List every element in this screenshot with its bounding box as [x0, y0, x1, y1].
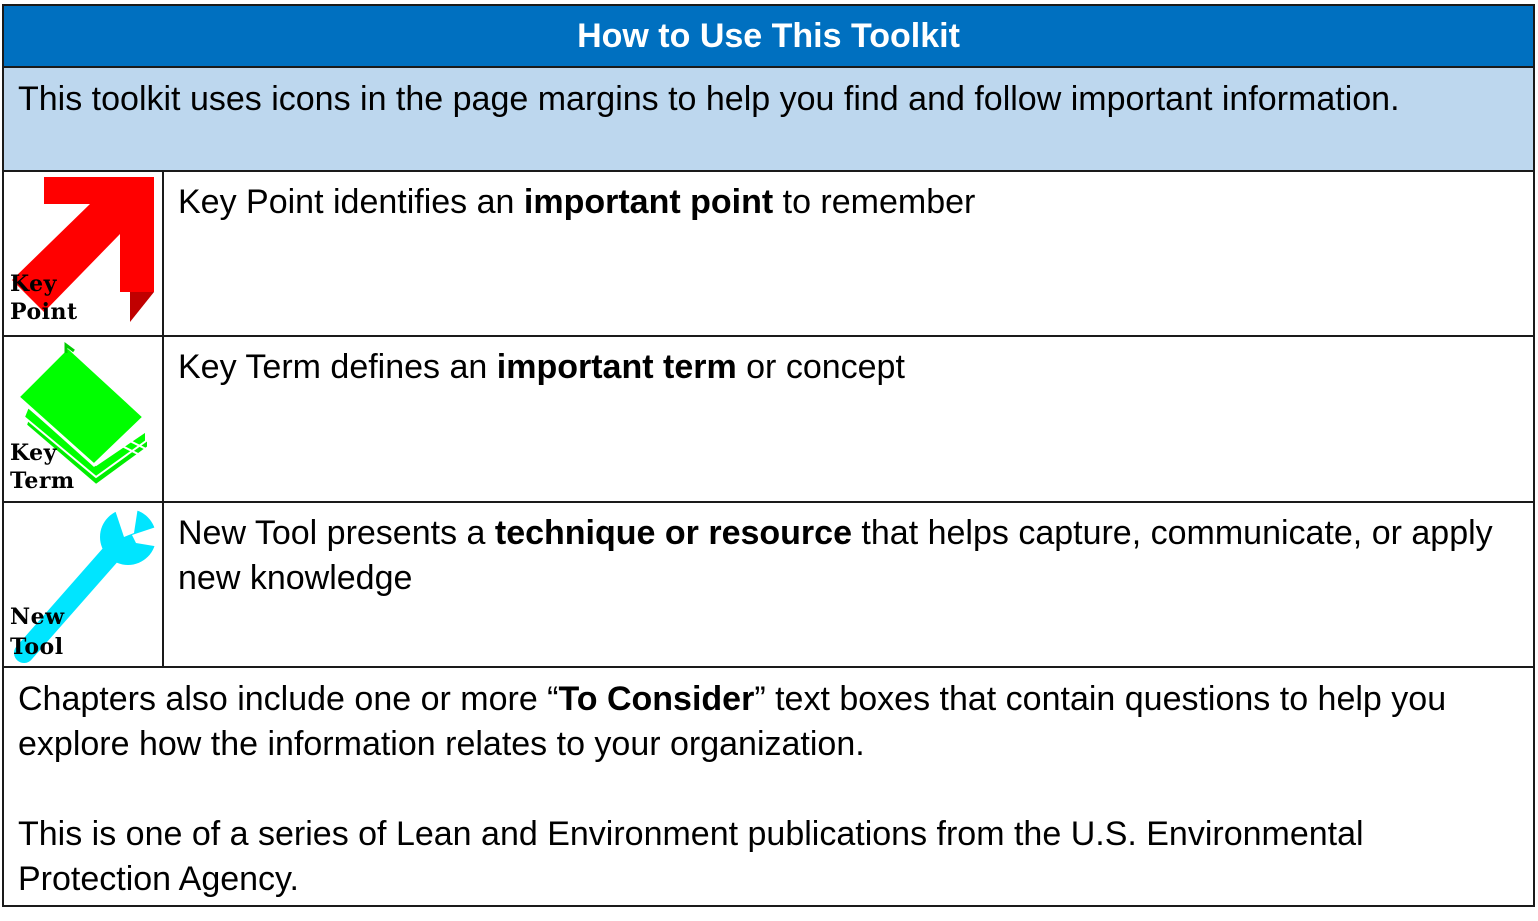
- key-term-cell: [4, 337, 164, 501]
- to-consider-note: [18, 677, 1519, 767]
- to-consider-text-before: Chapters also include one or more “: [18, 680, 559, 718]
- intro-text: This toolkit uses icons in the page margins to help you find and follow important information.: [4, 68, 1533, 172]
- footer-notes: [4, 668, 1533, 905]
- new-tool-description: [164, 503, 1533, 666]
- table-row-new-tool: [4, 503, 1533, 668]
- new-tool-text-after: that helps capture, communicate, or apply new knowledge: [178, 514, 1493, 597]
- table-row-key-point: [4, 172, 1533, 337]
- new-tool-text-before: New Tool presents a: [178, 514, 495, 552]
- new-tool-label-line2: Tool: [10, 634, 64, 660]
- new-tool-cell: [4, 503, 164, 666]
- to-consider-text-after: ” text boxes that contain questions to help you explore how the information relates to your organization.: [18, 680, 1447, 763]
- key-point-description: [164, 172, 1533, 335]
- key-term-text-bold: important term: [496, 348, 737, 386]
- key-point-label-line2: Point: [10, 299, 78, 325]
- key-term-text-after: or concept: [736, 348, 905, 386]
- key-term-description: [164, 337, 1533, 501]
- table-row-key-term: [4, 337, 1533, 503]
- key-point-label-line1: Key: [10, 271, 57, 297]
- key-point-cell: [4, 172, 164, 335]
- table-title: How to Use This Toolkit: [4, 6, 1533, 68]
- key-term-text-before: Key Term defines an: [178, 348, 497, 386]
- toolkit-table: [2, 4, 1535, 907]
- key-point-text-after: to remember: [773, 183, 976, 221]
- new-tool-label-line1: New: [10, 604, 65, 630]
- key-point-text-bold: important point: [523, 183, 774, 221]
- key-term-label-line2: Term: [10, 468, 75, 494]
- to-consider-text-bold: To Consider: [558, 680, 755, 718]
- series-note: This is one of a series of Lean and Environment publications from the U.S. Environmental Protection Agency.: [18, 815, 1364, 898]
- key-term-label-line1: Key: [10, 440, 57, 466]
- new-tool-text-bold: technique or resource: [494, 514, 852, 552]
- key-point-text-before: Key Point identifies an: [178, 183, 524, 221]
